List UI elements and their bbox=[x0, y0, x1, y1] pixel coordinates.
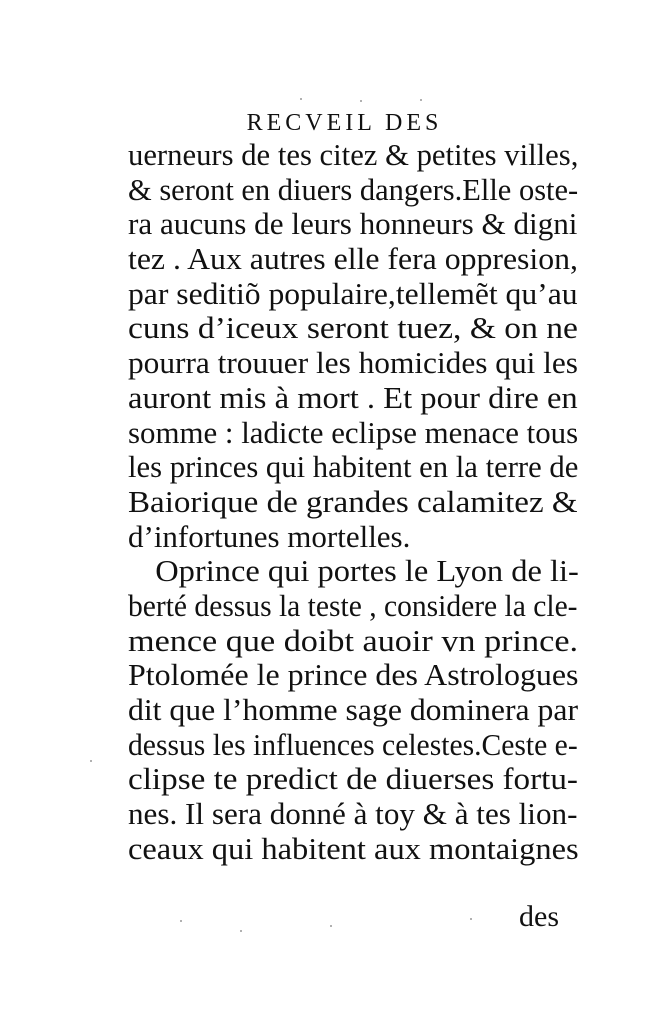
paper-speck bbox=[420, 99, 422, 101]
text-line: ra aucuns de leurs honneurs & digni bbox=[128, 206, 578, 242]
text-line: Baiorique de grandes calamitez & bbox=[128, 483, 578, 519]
text-line: mence que doibt auoir vn prince. bbox=[128, 622, 579, 658]
paper-speck bbox=[240, 930, 242, 932]
text-line: par seditiõ populaire,tellemẽt qu’au bbox=[128, 275, 578, 311]
catchword: des bbox=[519, 900, 559, 933]
text-line: tez . Aux autres elle fera oppresion, bbox=[128, 241, 578, 277]
text-line: Ptolomée le prince des Astrologues bbox=[128, 657, 579, 693]
text-line: pourra trouuer les homicides qui les bbox=[128, 345, 578, 381]
paper-speck bbox=[360, 100, 362, 102]
text-line: d’infortunes mortelles. bbox=[128, 518, 411, 554]
text-line: dit que l’homme sage dominera par bbox=[128, 692, 579, 727]
paper-speck bbox=[330, 925, 332, 927]
text-line: les princes qui habitent en la terre de bbox=[128, 449, 579, 485]
text-line: dessus les influences celestes.Ceste e- bbox=[128, 726, 578, 762]
paragraph-start-line: Oprince qui portes le Lyon de li- bbox=[155, 553, 579, 589]
running-head: RECVEIL DES bbox=[246, 110, 443, 136]
text-line: auront mis à mort . Et pour dire en bbox=[128, 379, 578, 415]
text-line: & seront en diuers dangers.Elle oste- bbox=[128, 171, 579, 207]
paper-speck bbox=[90, 760, 92, 762]
text-line: ceaux qui habitent aux montaignes bbox=[128, 830, 579, 866]
text-line: cuns d’iceux seront tuez, & on ne bbox=[128, 310, 578, 346]
paper-speck bbox=[180, 920, 182, 922]
text-line: berté dessus la teste , considere la cle- bbox=[128, 587, 578, 623]
paper-speck bbox=[470, 918, 472, 920]
body-text bbox=[128, 138, 578, 866]
text-line: uerneurs de tes citez & petites villes, bbox=[128, 137, 579, 172]
text-line: nes. Il sera donné à toy & à tes lion- bbox=[128, 796, 578, 832]
paper-speck bbox=[300, 98, 302, 100]
text-line: clipse te predict de diuerses fortu- bbox=[128, 761, 578, 797]
text-line: somme : ladicte eclipse menace tous bbox=[128, 414, 579, 450]
